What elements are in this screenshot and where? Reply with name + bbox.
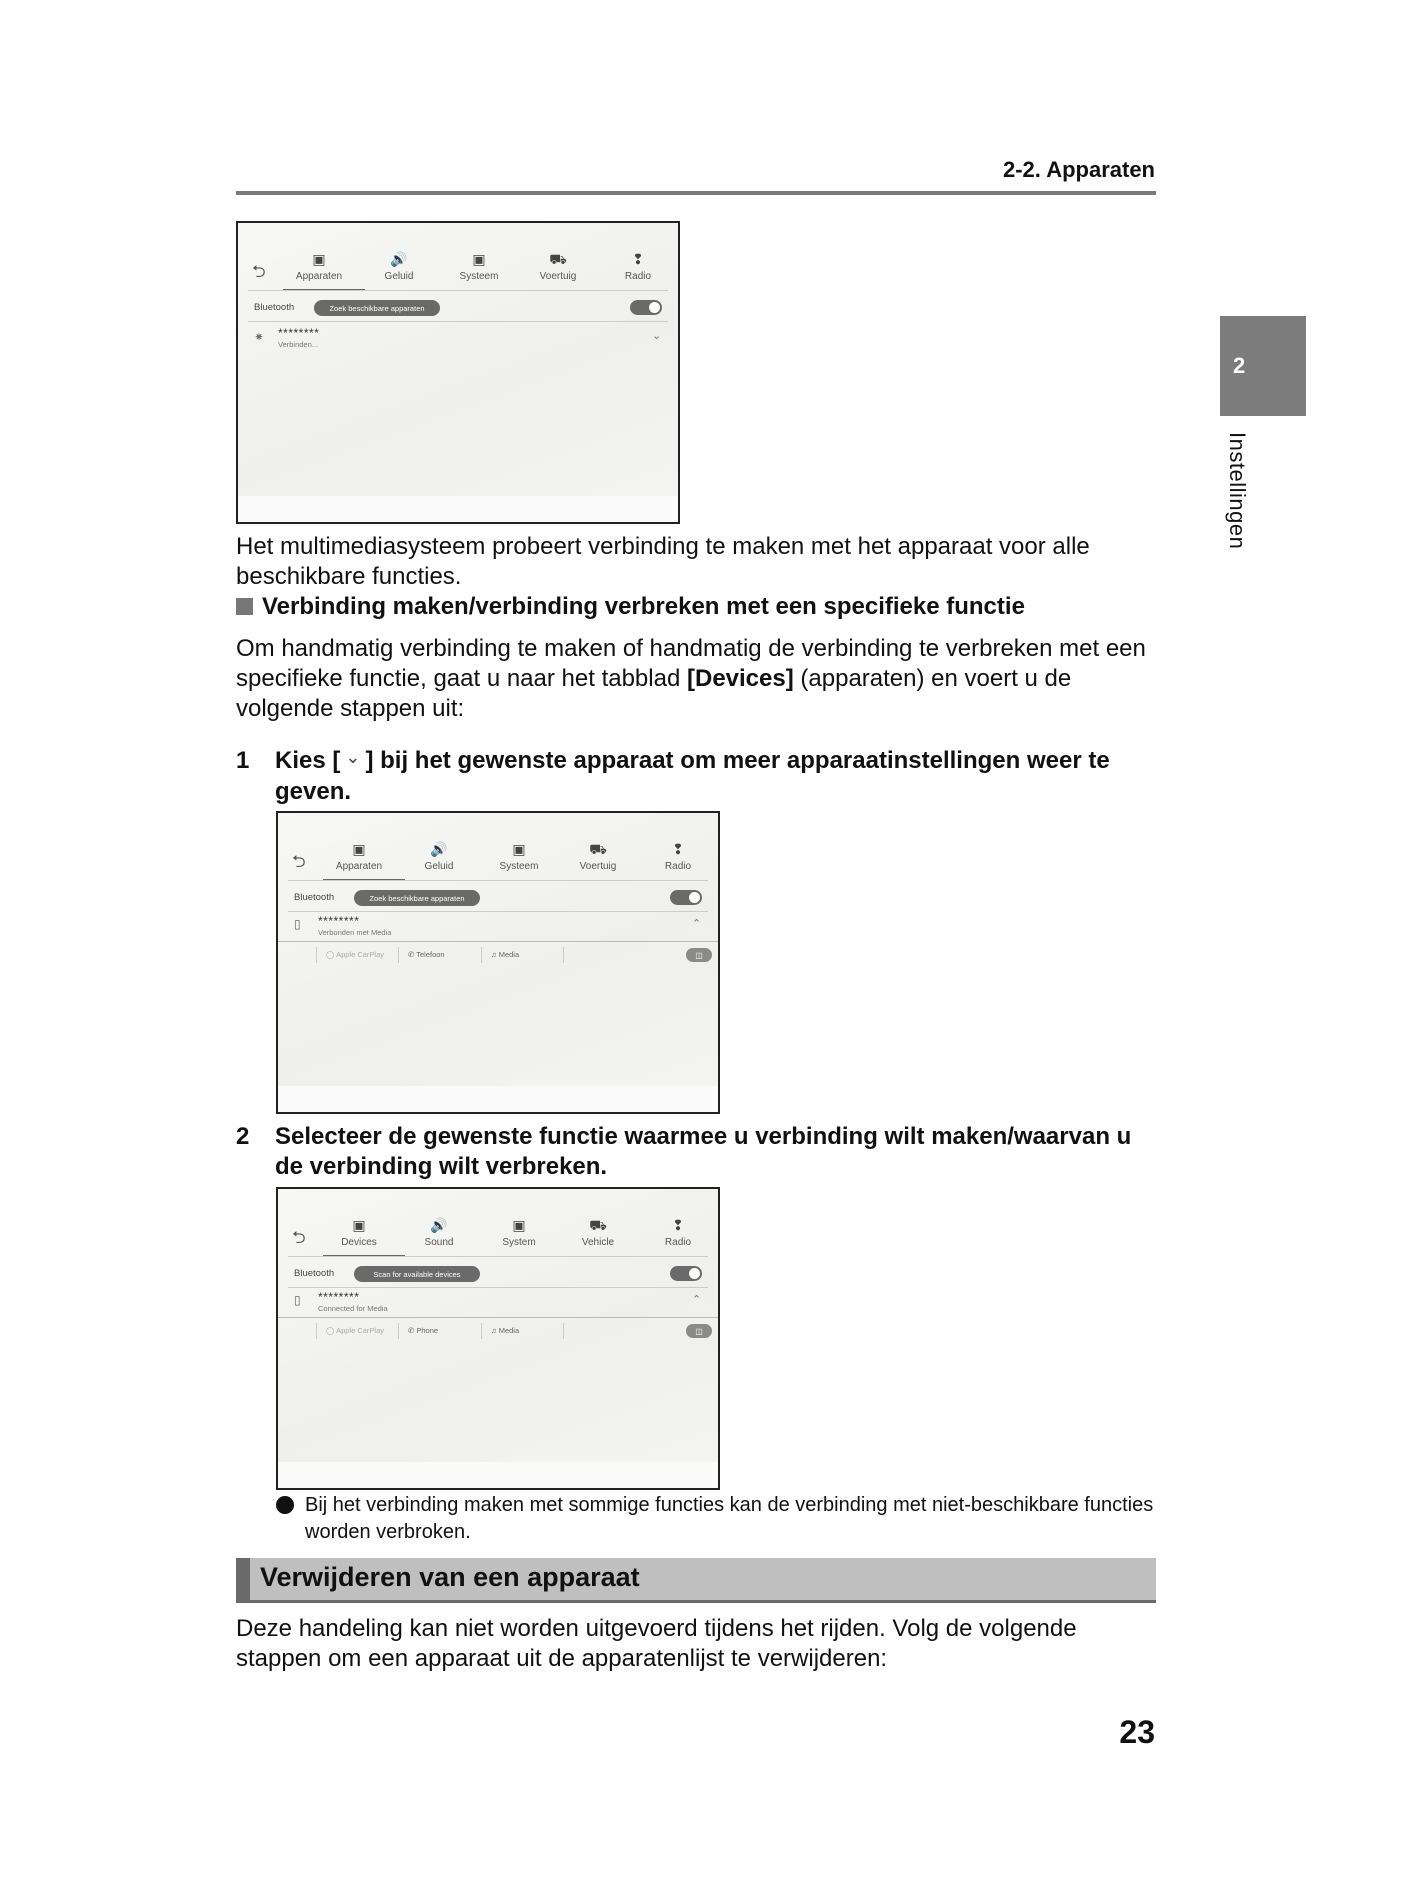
device-name: ********: [318, 914, 360, 928]
devices-tab-reference: Devices: [694, 665, 786, 692]
radio-icon: ❢: [632, 251, 644, 267]
row-divider: [278, 941, 718, 942]
row-divider: [248, 321, 668, 322]
step-1-text: Kies [ ⌄ ] bij het gewenste apparaat om meer apparaatinstellingen weer te geven.: [275, 746, 1165, 807]
square-bullet-icon: [236, 598, 253, 615]
device-status: Verbonden met Media: [318, 928, 392, 937]
function-phone: ✆ Telefoon: [408, 950, 445, 959]
note-text: Bij het verbinding maken met sommige functies kan de verbinding met niet-beschikbare functies worden verbroken.: [305, 1494, 1154, 1543]
tab-system: ▣ System: [484, 1217, 554, 1248]
row-divider: [288, 1287, 708, 1288]
screen-bottom-band: [278, 1462, 718, 1488]
function-separator: [316, 947, 317, 963]
system-icon: ▣: [472, 251, 486, 267]
speaker-icon: 🔊: [390, 251, 408, 267]
tab-sound: 🔊 Sound: [404, 1217, 474, 1248]
device-status: Connected for Media: [318, 1304, 388, 1313]
trash-icon: ◫: [686, 1324, 712, 1338]
tab-divider: [288, 1256, 708, 1257]
row-divider: [278, 1317, 718, 1318]
tab-devices: ▣ Devices: [324, 1217, 394, 1248]
phone-icon: ▣: [312, 251, 326, 267]
system-icon: ▣: [512, 1217, 526, 1233]
chevron-up-icon: ⌃: [692, 1294, 702, 1306]
function-separator: [398, 1323, 399, 1339]
tab-sound: 🔊 Geluid: [364, 251, 434, 282]
step-1-number: 1: [236, 747, 250, 774]
tab-vehicle: ⛟ Voertuig: [523, 251, 593, 282]
device-status: Verbinden...: [278, 340, 319, 349]
description-paragraph: Om handmatig verbinding te maken of handmatig de verbinding te verbreken met een specifieke functie, gaat u naar het tabblad [Devices] (apparaten) en voert u de volgende stappen uit:: [236, 635, 1146, 722]
chapter-tab: [1220, 316, 1306, 416]
car-icon: ⛟: [589, 841, 607, 857]
function-separator: [398, 947, 399, 963]
device-name: ********: [318, 1290, 360, 1304]
function-media: ♫ Media: [491, 1326, 520, 1335]
function-apple-carplay: ◯ Apple CarPlay: [326, 1326, 385, 1335]
scan-devices-button: Zoek beschikbare apparaten: [354, 890, 480, 906]
function-media: ♫ Media: [491, 950, 520, 959]
chapter-label: Instellingen: [1225, 432, 1250, 550]
speaker-icon: 🔊: [430, 841, 448, 857]
function-separator: [563, 1323, 564, 1339]
phone-icon: ▣: [352, 1217, 366, 1233]
tab-radio: ❢ Radio: [643, 1217, 713, 1248]
function-phone: ✆ Phone: [408, 1326, 439, 1335]
bullet-icon: [276, 1496, 294, 1514]
step-2-number: 2: [236, 1123, 250, 1150]
bluetooth-label: Bluetooth: [254, 302, 295, 313]
function-separator: [481, 947, 482, 963]
function-separator: [316, 1323, 317, 1339]
phone-icon: ▯: [294, 917, 301, 931]
radio-icon: ❢: [672, 1217, 684, 1233]
tab-devices: ▣ Apparaten: [324, 841, 394, 872]
tab-system: ▣ Systeem: [484, 841, 554, 872]
system-icon: ▣: [512, 841, 526, 857]
tab-sound: 🔊 Geluid: [404, 841, 474, 872]
tab-devices: ▣ Apparaten: [284, 251, 354, 282]
car-icon: ⛟: [589, 1217, 607, 1233]
tab-system: ▣ Systeem: [444, 251, 514, 282]
bluetooth-label: Bluetooth: [294, 892, 335, 903]
tab-radio: ❢ Radio: [643, 841, 713, 872]
header-rule: [236, 191, 1156, 195]
bluetooth-toggle: [630, 300, 662, 315]
loading-spinner-icon: ⁕: [254, 330, 265, 344]
section-title: Verwijderen van een apparaat: [260, 1562, 640, 1592]
function-separator: [481, 1323, 482, 1339]
page-number: 23: [1119, 1714, 1155, 1750]
car-icon: ⛟: [549, 251, 567, 267]
screen-bottom-band: [238, 496, 678, 522]
scan-devices-button: Scan for available devices: [354, 1266, 480, 1282]
section-paragraph: Deze handeling kan niet worden uitgevoerd tijdens het rijden. Volg de volgende stappen om een apparaat uit de apparatenlijst te verwijderen:: [236, 1615, 1077, 1672]
radio-icon: ❢: [672, 841, 684, 857]
chapter-number: 2: [1233, 353, 1246, 378]
screenshot-device-functions: [276, 811, 720, 1114]
tab-divider: [248, 290, 668, 291]
back-icon: ⮌: [292, 1228, 306, 1247]
tab-radio: ❢ Radio: [603, 251, 673, 282]
back-icon: ⮌: [252, 262, 266, 281]
screenshot-connecting: [236, 221, 680, 524]
subheading: Verbinding maken/verbinding verbreken met een specifieke functie: [236, 592, 1025, 622]
speaker-icon: 🔊: [430, 1217, 448, 1233]
section-bar-edge: [236, 1558, 250, 1600]
phone-bluetooth-icon: ▯: [294, 1293, 301, 1307]
section-heading-bar: [236, 1558, 1156, 1603]
tab-vehicle: ⛟ Voertuig: [563, 841, 633, 872]
function-apple-carplay: ◯ Apple CarPlay: [326, 950, 385, 959]
step-2-text: Selecteer de gewenste functie waarmee u verbinding wilt maken/waarvan u de verbinding wilt verbreken.: [275, 1123, 1132, 1180]
tab-vehicle: ⛟ Vehicle: [563, 1217, 633, 1248]
back-icon: ⮌: [292, 852, 306, 871]
screen-bottom-band: [278, 1086, 718, 1112]
row-divider: [288, 911, 708, 912]
device-name: ********: [278, 326, 320, 340]
bluetooth-toggle: [670, 1266, 702, 1281]
section-reference: 2-2. Apparaten: [1002, 157, 1155, 182]
intro-paragraph: Het multimediasysteem probeert verbinding te maken met het apparaat voor alle beschikbare functies.: [236, 533, 1090, 590]
bluetooth-label: Bluetooth: [294, 1268, 335, 1279]
chevron-down-icon: ⌄: [652, 330, 662, 342]
tab-divider: [288, 880, 708, 881]
screenshot-device-functions-en: [276, 1187, 720, 1490]
scan-devices-button: Zoek beschikbare apparaten: [314, 300, 440, 316]
trash-icon: ◫: [686, 948, 712, 962]
chevron-up-icon: ⌃: [692, 918, 702, 930]
bluetooth-toggle: [670, 890, 702, 905]
chevron-down-icon: ⌄: [345, 747, 361, 767]
phone-icon: ▣: [352, 841, 366, 857]
function-separator: [563, 947, 564, 963]
